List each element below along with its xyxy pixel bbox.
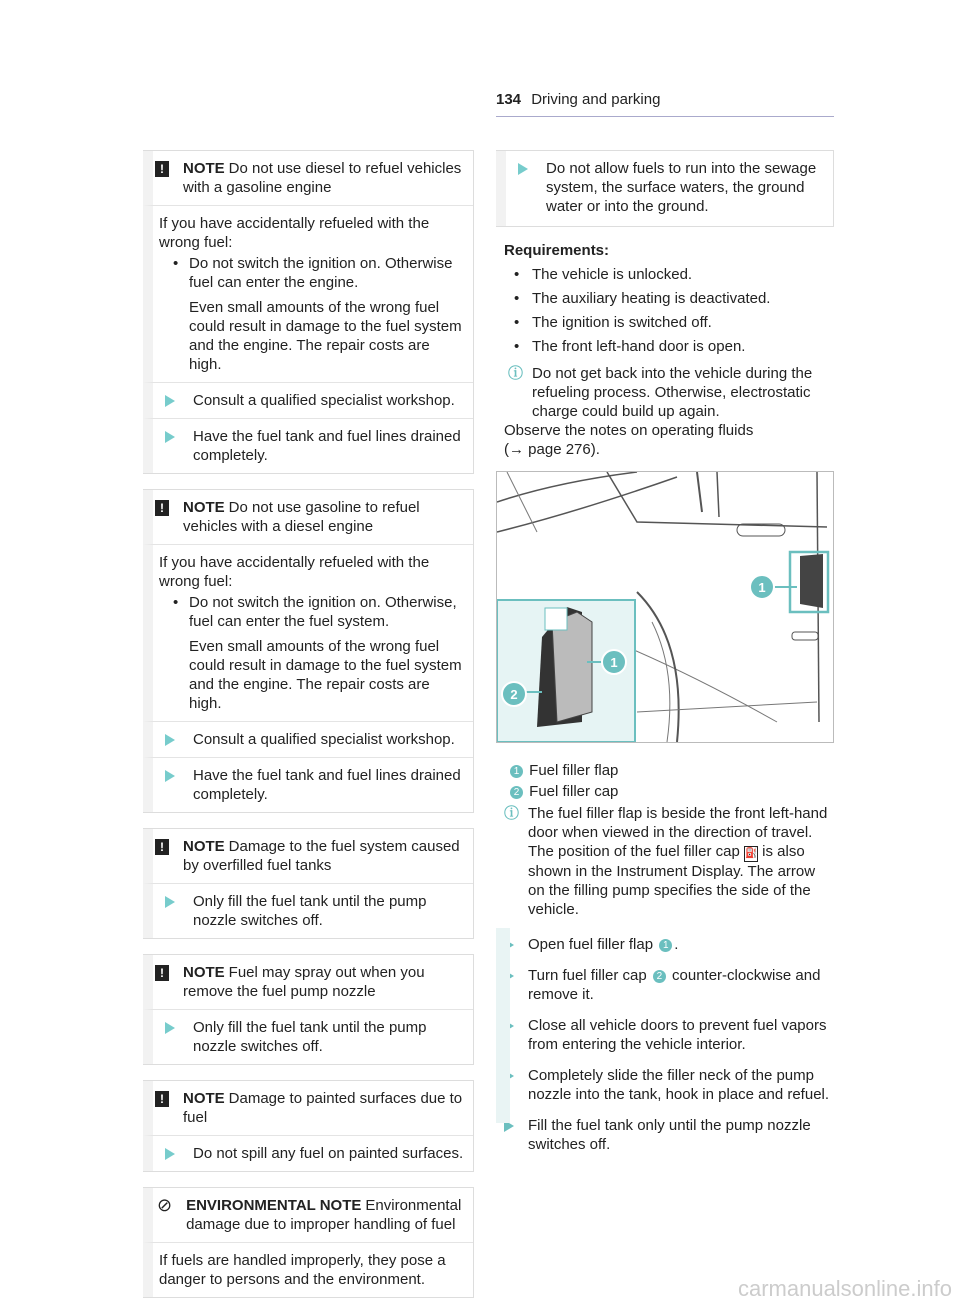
figure-callout-1: 1 [758, 580, 766, 595]
note-label: NOTE [183, 964, 225, 981]
note-label: ENVIRONMENTAL NOTE [186, 1197, 362, 1214]
note-title: Do not use diesel to refuel vehicles with a gasoline engine [183, 160, 462, 196]
step-text: Completely slide the filler neck of the pump nozzle into the tank, hook in place and refuel. [528, 1067, 830, 1103]
page-reference-link[interactable]: (→ page 276). [504, 441, 600, 458]
page-header [496, 90, 834, 117]
watermark: carmanualsonline.info [737, 1276, 952, 1301]
note-wrong-fuel-diesel: ! NOTE Do not use gasoline to refuel vehicles with a diesel engine If you have accidentally refueled with the wrong fuel: • Do not switch the ignition on. Otherwise, fuel can enter the fuel system. Even small amounts of the wrong fuel could result in damage to the fuel system and the engine. The repair costs are high. Consult a qualified specialist workshop. Have the fuel tank and fuel lines drained completely. [143, 489, 474, 813]
step-arrow-icon [165, 770, 175, 782]
warning-icon: ! [155, 161, 169, 177]
legend-text: Fuel filler cap [529, 783, 619, 800]
figure-callout-1b: 1 [610, 655, 618, 670]
step-text: Fill the fuel tank only until the pump nozzle switches off. [528, 1117, 811, 1153]
step-text: Open fuel filler flap [528, 936, 654, 953]
step-text: Do not spill any fuel on painted surfaces. [193, 1145, 464, 1162]
note-title: Do not use gasoline to refuel vehicles with a diesel engine [183, 499, 420, 535]
note-painted-surfaces [143, 1080, 474, 1172]
observe-text: Observe the notes on operating fluids [504, 422, 754, 439]
note-wrong-fuel-gasoline: ! NOTE Do not use diesel to refuel vehicles with a gasoline engine If you have accidentally refueled with the wrong fuel: • Do not switch the ignition on. Otherwise fuel can enter the engine. Even small amounts of the wrong fuel could result in damage to the fuel system and the engine. The repair costs are high. Consult a qualified specialist workshop. Have the fuel tank and fuel lines drained completely. [143, 150, 474, 474]
requirement-item: The auxiliary heating is deactivated. [532, 290, 771, 307]
note-spray [143, 954, 474, 1065]
info-text: Do not get back into the vehicle during the refueling process. Otherwise, electrostatic charge could build up again. [532, 365, 813, 420]
warning-icon: ! [155, 965, 169, 981]
step-text-end: . [674, 936, 679, 953]
figure-callout-2: 2 [510, 687, 518, 702]
requirement-item: The ignition is switched off. [532, 314, 712, 331]
requirement-item: The front left-hand door is open. [532, 338, 746, 355]
note-title: Environmental damage due to improper handling of fuel [186, 1197, 462, 1233]
left-column [143, 150, 474, 1298]
step-text: Only fill the fuel tank until the pump nozzle switches off. [193, 893, 427, 929]
note-intro: If you have accidentally refueled with the wrong fuel: [159, 215, 430, 251]
fuel-filler-figure [496, 471, 834, 743]
info-text: The fuel filler flap is beside the front left-hand door when viewed in the direction of travel. The position of the fuel filler cap [528, 805, 828, 860]
step-arrow-icon [165, 896, 175, 908]
info-text-cont: is also shown in the Instrument Display. The arrow on the filling pump specifies the side of the vehicle. [528, 843, 816, 918]
bullet-continuation: Even small amounts of the wrong fuel could result in damage to the fuel system and the engine. The repair costs are high. [189, 638, 462, 712]
page-number: 134 [496, 91, 522, 108]
note-label: NOTE [183, 838, 225, 855]
requirements: Requirements: • The vehicle is unlocked. • The auxiliary heating is deactivated. • The ignition is switched off. • The front left-hand door is open. ⓘ Do not get back into the vehicle during the refueling process. Otherwise, electrostatic charge could build up again. Observe the notes on operating fluids (→ page 276). [496, 241, 834, 459]
note-label: NOTE [183, 499, 225, 516]
step-text: Only fill the fuel tank until the pump nozzle switches off. [193, 1019, 427, 1055]
note-title: Damage to the fuel system caused by overfilled fuel tanks [183, 838, 460, 874]
requirements-title: Requirements: [504, 242, 610, 259]
vehicle-side-illustration [497, 472, 833, 742]
warning-icon: ! [155, 500, 169, 516]
step-arrow-icon [165, 431, 175, 443]
info-icon: ⓘ [508, 365, 524, 382]
env-body: If fuels are handled improperly, they pose a danger to persons and the environment. [143, 1242, 473, 1297]
step-text: Do not allow fuels to run into the sewage system, the surface waters, the ground water or into the ground. [546, 160, 817, 215]
step-text: Have the fuel tank and fuel lines drained completely. [193, 767, 461, 803]
fuel-pump-icon: ⛽ [744, 846, 758, 862]
info-icon: ⓘ [504, 805, 520, 822]
sewage-step-box [496, 150, 834, 227]
note-overfilled [143, 828, 474, 939]
requirement-item: The vehicle is unlocked. [532, 266, 693, 283]
step-arrow-icon [518, 163, 528, 175]
bullet-item: Do not switch the ignition on. Otherwise, fuel can enter the fuel system. [189, 594, 457, 630]
note-intro: If you have accidentally refueled with the wrong fuel: [159, 554, 430, 590]
procedure-steps [496, 935, 834, 1154]
bullet-continuation: Even small amounts of the wrong fuel could result in damage to the fuel system and the engine. The repair costs are high. [189, 299, 462, 373]
warning-icon: ! [155, 1091, 169, 1107]
step-ref-number: 2 [653, 970, 666, 983]
note-title: Damage to painted surfaces due to fuel [183, 1090, 463, 1126]
environmental-note [143, 1187, 474, 1298]
step-text: Have the fuel tank and fuel lines drained completely. [193, 428, 461, 464]
note-label: NOTE [183, 1090, 225, 1107]
step-text-end: counter-clockwise and remove it. [528, 967, 821, 1003]
figure-legend [496, 761, 834, 919]
bullet-item: Do not switch the ignition on. Otherwise fuel can enter the engine. [189, 255, 453, 291]
right-column [496, 150, 834, 1166]
legend-number: 2 [510, 786, 523, 799]
legend-text: Fuel filler flap [529, 762, 619, 779]
step-text: Consult a qualified specialist workshop. [193, 731, 455, 748]
step-side-bar [496, 928, 510, 1123]
step-ref-number: 1 [659, 939, 672, 952]
section-title: Driving and parking [531, 91, 661, 108]
step-text: Close all vehicle doors to prevent fuel vapors from entering the vehicle interior. [528, 1017, 827, 1053]
step-text: Turn fuel filler cap [528, 967, 647, 984]
note-label: NOTE [183, 160, 225, 177]
legend-number: 1 [510, 765, 523, 778]
warning-icon: ! [155, 839, 169, 855]
step-text: Consult a qualified specialist workshop. [193, 392, 455, 409]
environment-icon: ⊘ [157, 1195, 173, 1215]
step-arrow-icon [165, 1022, 175, 1034]
note-title: Fuel may spray out when you remove the fuel pump nozzle [183, 964, 425, 1000]
step-arrow-icon [165, 734, 175, 746]
step-arrow-icon [165, 395, 175, 407]
step-arrow-icon [165, 1148, 175, 1160]
